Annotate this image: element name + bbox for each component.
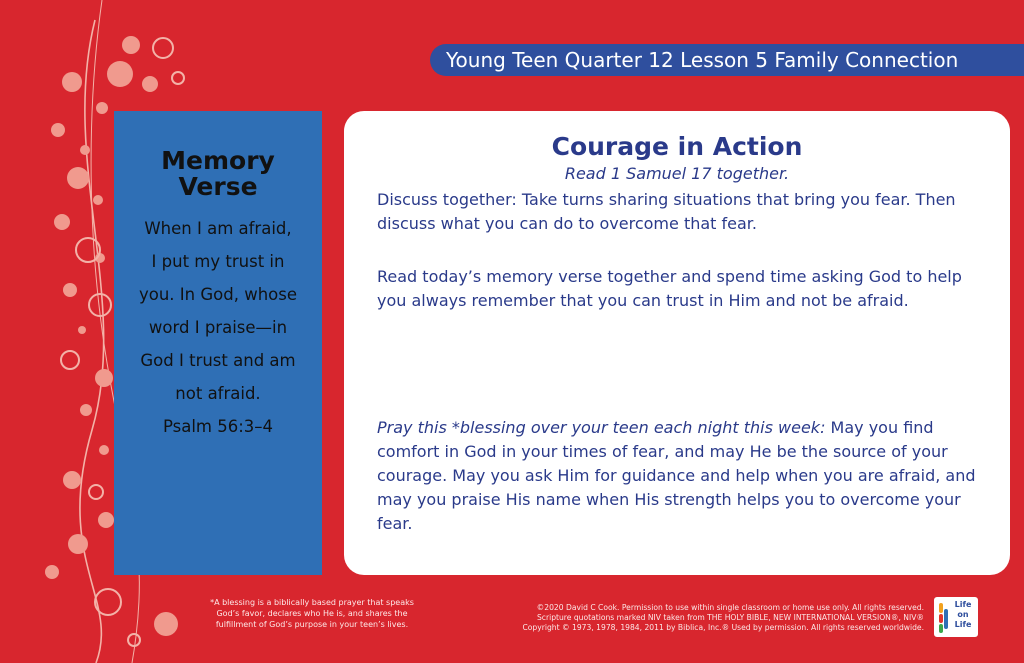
logo-bar-orange [939, 603, 943, 613]
logo-word: Life [954, 620, 972, 629]
prayer-lead: Pray this *blessing over your teen each night this week: [377, 418, 826, 437]
memory-verse-reference: Psalm 56:3–4 [162, 417, 274, 436]
memory-verse-line: I put my trust in [151, 252, 285, 271]
blessing-footnote [196, 597, 428, 630]
footnote-line: *A blessing is a biblically based prayer that speaks [210, 598, 414, 607]
memory-verse-line: you. In God, whose [138, 285, 297, 304]
memory-verse-line: word I praise—in [148, 318, 288, 337]
prayer-text: May you find comfort in God in your times of fear, and may He be the source of your courage. May you ask Him for guidance and help when you are afraid, and may you praise His name when His strength helps you to overcome your fear. [377, 418, 976, 533]
copyright-line: Copyright © 1973, 1978, 1984, 2011 by Biblica, Inc.® Used by permission. All rights reserved worldwide. [522, 623, 924, 632]
footnote-line: God’s favor, declares who He is, and shares the [216, 609, 408, 618]
prayer-paragraph [377, 416, 987, 536]
footnote-line: fulfillment of God’s purpose in your teen’s lives. [215, 620, 409, 629]
copyright-line: Scripture quotations marked NIV taken from THE HOLY BIBLE, NEW INTERNATIONAL VERSION®, NIV® [536, 613, 924, 622]
life-on-life-logo [934, 597, 978, 637]
card-title: Courage in Action [551, 132, 803, 161]
copyright-line: ©2020 David C Cook. Permission to use within single classroom or home use only. All rights reserved. [536, 603, 924, 612]
logo-text [948, 600, 978, 630]
memory-verse-line: When I am afraid, [144, 219, 292, 238]
memory-verse-title-line1: Memory [161, 146, 275, 175]
logo-word: on [957, 610, 969, 619]
discussion-paragraph: Discuss together: Take turns sharing situations that bring you fear. Then discuss what you can do to overcome that fear. [377, 190, 956, 233]
header-title: Young Teen Quarter 12 Lesson 5 Family Connection [446, 48, 959, 72]
logo-bar-red [939, 614, 943, 623]
logo-word: Life [954, 600, 972, 609]
copyright-notice [440, 603, 924, 633]
memory-verse-line: God I trust and am [140, 351, 296, 370]
memory-verse-title [114, 148, 322, 200]
memory-verse-title-line2: Verse [178, 172, 258, 201]
memory-verse-paragraph: Read today’s memory verse together and spend time asking God to help you always remember that you can trust in Him and not be afraid. [377, 267, 962, 310]
memory-verse-text [118, 212, 318, 443]
memory-verse-line: not afraid. [175, 384, 261, 403]
logo-bar-green [939, 624, 943, 633]
card-subtitle: Read 1 Samuel 17 together. [564, 164, 790, 183]
